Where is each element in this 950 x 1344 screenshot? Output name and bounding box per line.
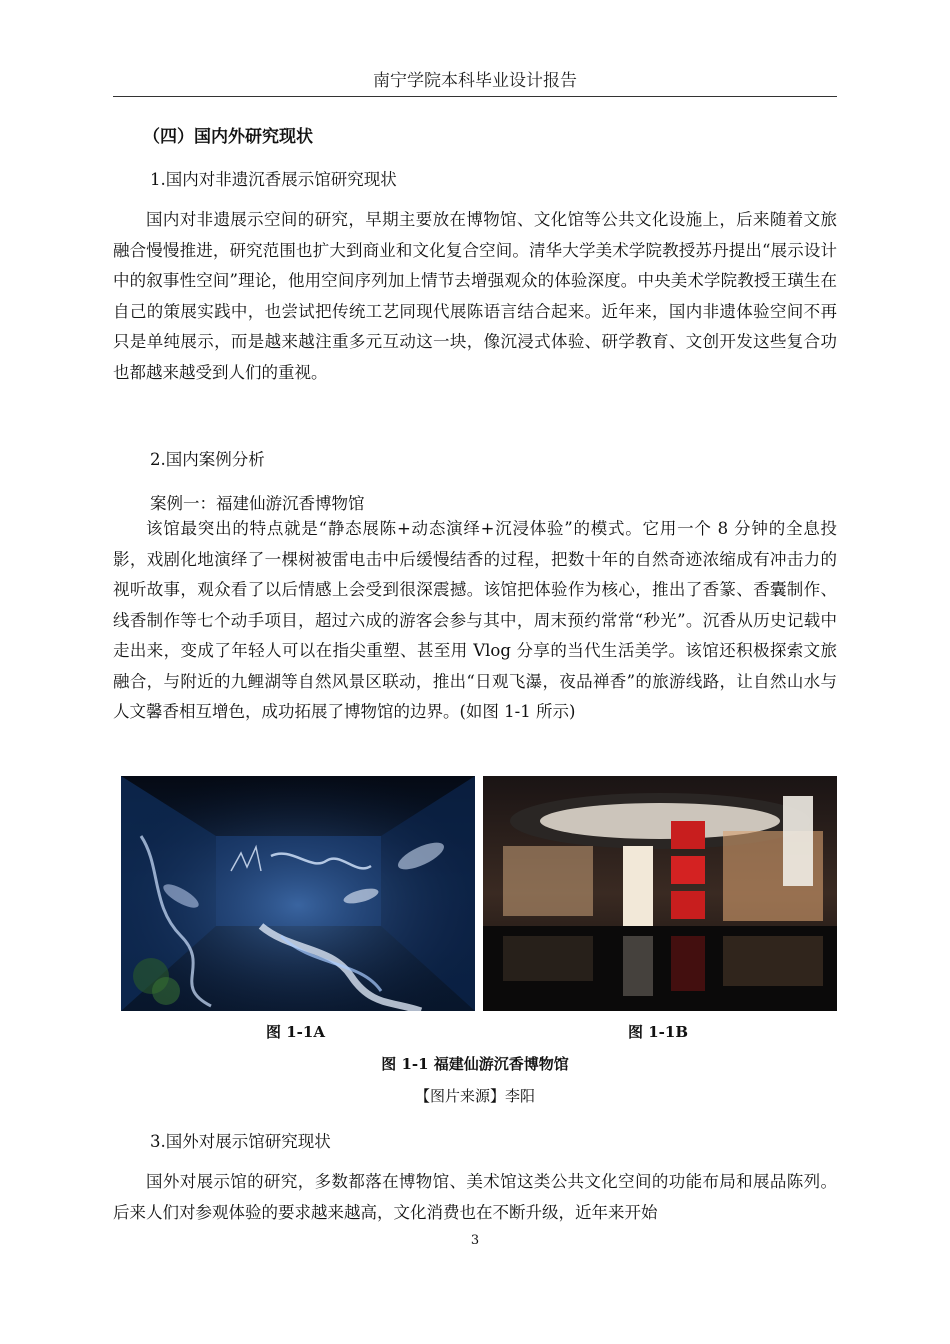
paragraph-case-one: 该馆最突出的特点就是“静态展陈+动态演绎+沉浸体验”的模式。它用一个 8 分钟的全息投影，戏剧化地演绎了一棵树被雷电击中后缓慢结香的过程，把数十年的自然奇迹浓缩成有冲击力的视听故事，观众看了以后情感上会受到很深震撼。该馆把体验作为核心，推出了香篆、香囊制作、线香制作等七个动手项目，超过六成的游客会参与其中，周末预约常常“秒光”。沉香从历史记载中走出来，变成了年轻人可以在指尖重塑、甚至用 Vlog 分享的当代生活美学。该馆还积极探索文旅融合，与附近的九鲤湖等自然风景区联动，推出“日观飞瀑，夜品禅香”的旅游线路，让自然山水与人文馨香相互增色，成功拓展了博物馆的边界。(如图 1-1 所示): [113, 519, 837, 721]
subheading-foreign-research: 3.国外对展示馆研究现状: [150, 1132, 331, 1151]
figure-1-1-caption: 图 1-1 福建仙游沉香博物馆: [381, 1055, 569, 1073]
figure-source: 【图片来源】李阳: [414, 1087, 535, 1105]
case-label: 案例一：福建仙游沉香博物馆: [150, 494, 365, 513]
paragraph-domestic-research: 国内对非遗展示空间的研究，早期主要放在博物馆、文化馆等公共文化设施上，后来随着文旅融合慢慢推进，研究范围也扩大到商业和文化复合空间。清华大学美术学院教授苏丹提出“展示设计中的叙事性空间”理论，他用空间序列加上情节去增强观众的体验深度。中央美术学院教授王璜生在自己的策展实践中，也尝试把传统工艺同现代展陈语言结合起来。近年来，国内非遗体验空间不再只是单纯展示，而是越来越注重多元互动这一块，像沉浸式体验、研学教育、文创开发这些复合功也都越来越受到人们的重视。: [113, 210, 837, 382]
figure-1-1a-caption: 图 1-1A: [266, 1023, 325, 1041]
page-number: 3: [470, 1233, 480, 1248]
figure-1-1b-caption: 图 1-1B: [628, 1023, 689, 1041]
page-header: 南宁学院本科毕业设计报告: [373, 71, 577, 91]
subheading-domestic-cases: 2.国内案例分析: [150, 450, 265, 469]
section-title: （四）国内外研究现状: [143, 127, 313, 147]
subheading-domestic-research: 1.国内对非遗沉香展示馆研究现状: [150, 170, 397, 189]
header-rule: [113, 96, 837, 97]
paragraph-foreign-research: 国外对展示馆的研究，多数都落在博物馆、美术馆这类公共文化空间的功能布局和展品陈列。后来人们对参观体验的要求越来越高，文化消费也在不断升级，近年来开始: [113, 1172, 837, 1222]
figure-1-1b-photo: [483, 776, 837, 1011]
figure-1-1a-photo: [121, 776, 475, 1011]
